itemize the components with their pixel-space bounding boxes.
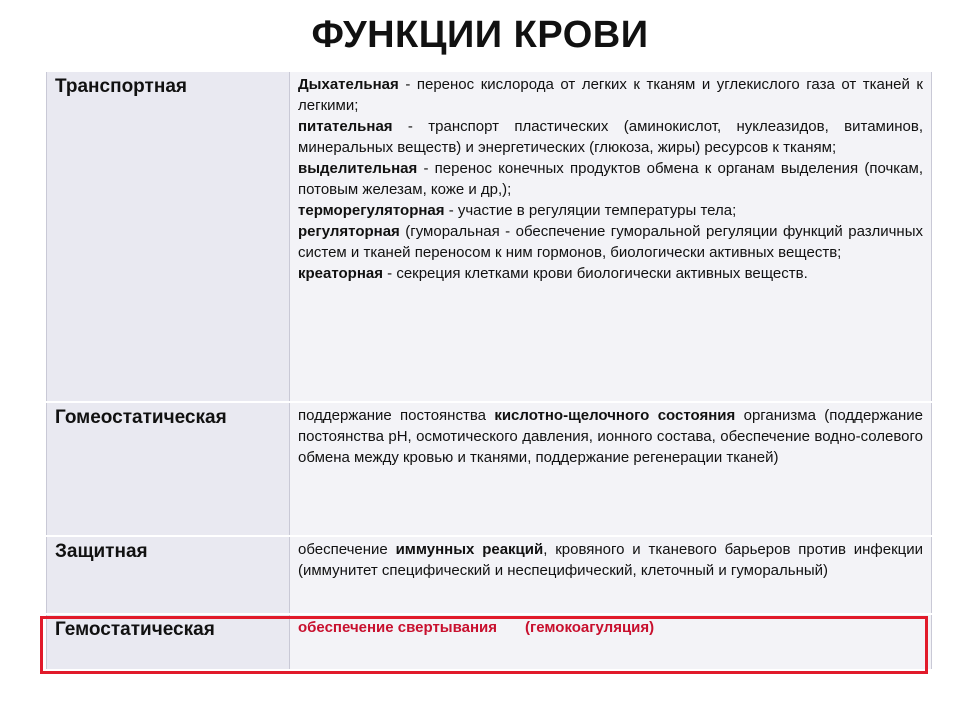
function-description-transport: [290, 72, 932, 402]
excretory-item: выделительная - перенос конечных продуктов обмена к органам выделения (почкам, потовым железам, коже и др,);: [298, 160, 923, 198]
function-name-protective: Защитная: [47, 536, 290, 614]
nutritive-item: питательная - транспорт пластических (аминокислот, нуклеазидов, витаминов, минеральных веществ) и энергетических (глюкоза, жиры) ресурсов к тканям;: [298, 118, 923, 156]
function-name-hemostatic: Гемостатическая: [47, 614, 290, 670]
table-row-protective: [47, 536, 932, 614]
function-name-homeostatic: Гомеостатическая: [47, 402, 290, 536]
function-description-hemostatic: обеспечение свертывания (гемокоагуляция): [290, 614, 932, 670]
function-description-homeostatic: поддержание постоянства кислотно-щелочного состояния организма (поддержание постоянства рН, осмотического давления, ионного состава, обеспечение водно-солевого обмена между кровью и тканями, поддержание регенерации тканей): [290, 402, 932, 536]
page-title: ФУНКЦИИ КРОВИ: [311, 14, 649, 56]
thermoregulatory-item: терморегуляторная - участие в регуляции температуры тела;: [298, 202, 737, 219]
creatory-item: креаторная - секреция клетками крови биологически активных веществ.: [298, 265, 808, 282]
table-row-hemostatic: [47, 614, 932, 670]
table-row-transport: [47, 72, 932, 402]
table-row-homeostatic: [47, 402, 932, 536]
function-description-protective: обеспечение иммунных реакций, кровяного и тканевого барьеров против инфекции (иммунитет специфический и неспецифический, клеточный и гуморальный): [290, 536, 932, 614]
respiratory-item: Дыхательная - перенос кислорода от легких к тканям и углекислого газа от тканей к легкими;: [298, 76, 923, 114]
regulatory-item: регуляторная (гуморальная - обеспечение гуморальной регуляции функций различных систем и тканей переносом к ним гормонов, биологически активных веществ;: [298, 223, 923, 261]
blood-functions-table: [46, 72, 932, 671]
function-name-transport: Транспортная: [47, 72, 290, 402]
